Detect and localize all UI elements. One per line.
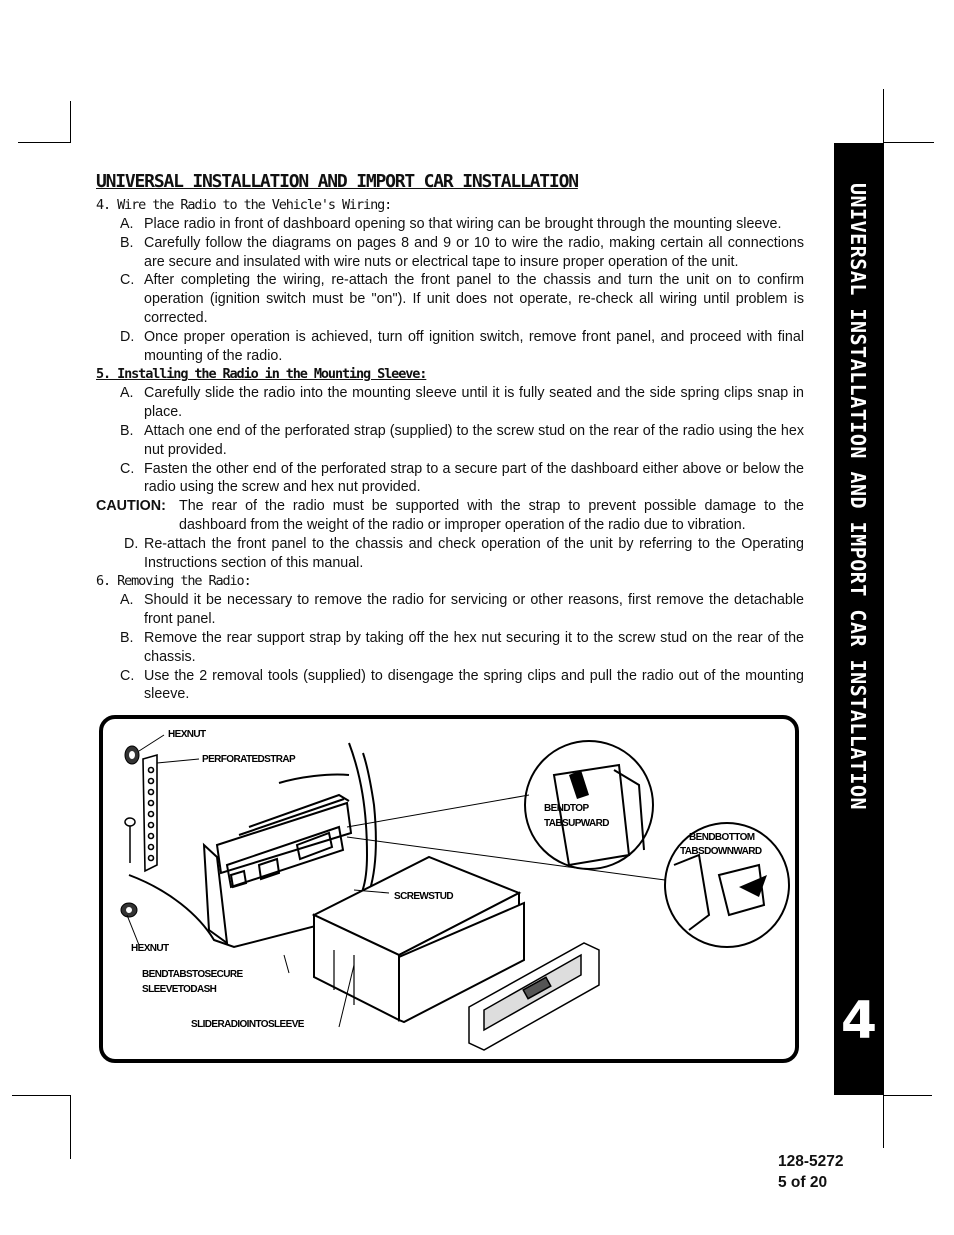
item-text: Fasten the other end of the perforated strap to a secure part of the dashboard either above or below the radio using the screw and hex nut provided. bbox=[144, 460, 804, 496]
item-label: B. bbox=[120, 234, 134, 251]
perforated-strap bbox=[143, 755, 157, 871]
label-hex-nut-bottom: HEXNUT bbox=[131, 943, 169, 954]
hex-nut-bottom-icon bbox=[121, 903, 137, 917]
item-text: Re-attach the front panel to the chassis and check operation of the unit by referring to the Operating Instructions section of this manual. bbox=[144, 535, 804, 571]
list-item bbox=[96, 422, 804, 460]
label-hex-nut-top: HEXNUT bbox=[168, 729, 206, 740]
item-label: A. bbox=[120, 385, 134, 402]
item-label: D. bbox=[124, 535, 139, 552]
item-text: Attach one end of the perforated strap (supplied) to the screw stud on the rear of the radio using the hex nut provided. bbox=[144, 422, 804, 458]
item-label: A. bbox=[120, 216, 134, 232]
section-heading: UNIVERSAL INSTALLATION AND IMPORT CAR INSTALLATION bbox=[96, 171, 578, 192]
crop-mark bbox=[18, 142, 70, 143]
step-title: 4. Wire the Radio to the Vehicle's Wiring: bbox=[96, 197, 392, 213]
label-bend-top-1: BENDTOP bbox=[544, 803, 589, 814]
doc-number: 128-5272 bbox=[778, 1153, 844, 1170]
list-item bbox=[96, 629, 804, 667]
item-label: B. bbox=[120, 629, 134, 646]
list-item bbox=[96, 460, 804, 498]
chapter-number: 4 bbox=[840, 991, 878, 1051]
list-item bbox=[96, 234, 804, 272]
instructions bbox=[96, 196, 804, 704]
step-title: 6. Removing the Radio: bbox=[96, 573, 251, 590]
caution-label: CAUTION: bbox=[96, 498, 166, 515]
crop-mark bbox=[884, 142, 934, 143]
item-label: C. bbox=[120, 460, 135, 477]
chapter-sidebar bbox=[834, 143, 884, 1095]
item-text: Use the 2 removal tools (supplied) to disengage the spring clips and pull the radio out of the mounting sleeve. bbox=[144, 667, 804, 703]
label-perforated-strap: PERFORATEDSTRAP bbox=[202, 754, 296, 765]
crop-mark bbox=[883, 89, 884, 143]
label-screw-stud: SCREWSTUD bbox=[394, 891, 454, 902]
item-text: Carefully slide the radio into the mounting sleeve until it is fully seated and the side spring clips snap in place. bbox=[144, 385, 804, 421]
list-item bbox=[96, 535, 804, 573]
page-number: 5 of 20 bbox=[778, 1174, 828, 1191]
step-title: 5. Installing the Radio in the Mounting Sleeve: bbox=[96, 366, 427, 383]
installation-diagram bbox=[99, 715, 799, 1063]
item-text: Remove the rear support strap by taking off the hex nut securing it to the screw stud on the rear of the chassis. bbox=[144, 629, 804, 665]
caution-note bbox=[96, 497, 804, 535]
list-item bbox=[96, 328, 804, 366]
item-text: Should it be necessary to remove the radio for servicing or other reasons, first remove the detachable front panel. bbox=[144, 592, 804, 628]
label-bend-bottom-1: BENDBOTTOM bbox=[689, 832, 755, 843]
label-bend-tabs-1: BENDTABSTOSECURE bbox=[142, 969, 243, 980]
crop-mark bbox=[70, 101, 71, 143]
item-label: B. bbox=[120, 422, 134, 439]
crop-mark bbox=[884, 1095, 932, 1096]
page-footer bbox=[778, 1151, 844, 1193]
crop-mark bbox=[12, 1095, 70, 1096]
item-label: A. bbox=[120, 592, 134, 609]
list-item bbox=[96, 591, 804, 629]
item-text: Once proper operation is achieved, turn off ignition switch, remove front panel, and proceed with final mounting of the radio. bbox=[144, 328, 804, 364]
caution-text: The rear of the radio must be supported with the strap to prevent possible damage to the dashboard from the weight of the radio or improper operation of the radio due to vibration. bbox=[179, 498, 804, 533]
list-item bbox=[96, 384, 804, 422]
crop-mark bbox=[70, 1095, 71, 1159]
label-slide-radio: SLIDERADIOINTOSLEEVE bbox=[191, 1019, 304, 1030]
item-label: C. bbox=[120, 272, 135, 289]
item-label: D. bbox=[120, 328, 135, 345]
item-text: After completing the wiring, re-attach the front panel to the chassis and turn the unit on to confirm operation (ignition switch must be "on"). If unit does not operate, re-check all wiring until problem is corrected. bbox=[144, 272, 804, 326]
list-item bbox=[96, 215, 804, 234]
list-item bbox=[96, 667, 804, 705]
label-bend-tabs-2: SLEEVETODASH bbox=[142, 984, 217, 995]
label-bend-top-2: TABSUPWARD bbox=[544, 818, 609, 829]
list-item bbox=[96, 271, 804, 327]
item-text: Carefully follow the diagrams on pages 8 and 9 or 10 to wire the radio, making certain all connections are secure and insulated with wire nuts or electrical tape to insure proper operation of the unit. bbox=[144, 234, 804, 270]
item-text: Place radio in front of dashboard opening so that wiring can be brought through the mounting sleeve. bbox=[144, 216, 782, 232]
crop-mark bbox=[883, 1095, 884, 1148]
sidebar-title: UNIVERSAL INSTALLATION AND IMPORT CAR INSTALLATION bbox=[846, 183, 870, 811]
hex-nut-top-icon bbox=[125, 746, 139, 764]
item-label: C. bbox=[120, 667, 135, 684]
label-bend-bottom-2: TABSDOWNWARD bbox=[680, 846, 762, 857]
